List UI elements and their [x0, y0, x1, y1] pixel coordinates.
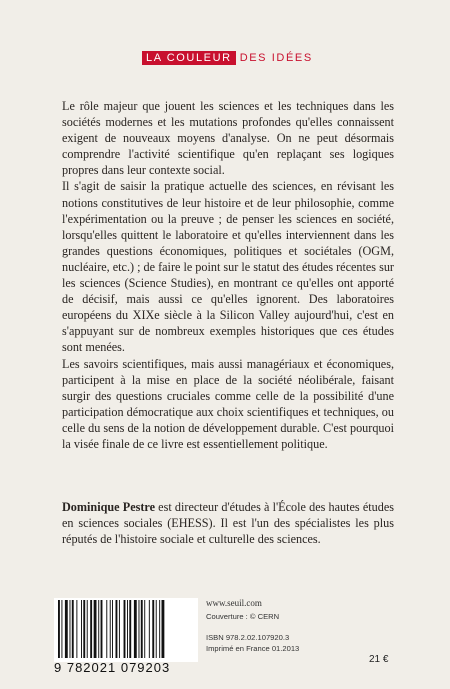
publisher-info — [206, 598, 299, 654]
print-info: Imprimé en France 01.2013 — [206, 644, 300, 653]
barcode-image — [54, 598, 198, 662]
barcode-bar — [159, 600, 160, 658]
barcode-bar — [101, 600, 103, 658]
barcode-bar — [127, 600, 128, 658]
barcode-bar — [112, 600, 113, 658]
barcode-bar — [87, 600, 88, 658]
barcode-bar — [141, 600, 143, 658]
barcode-bar — [61, 600, 62, 658]
barcode-bar — [119, 600, 120, 658]
blurb-paragraph-1: Le rôle majeur que jouent les sciences et les techniques dans les sociétés modernes et les mutations profondes qu'elles connaissent exigent de nouveaux moyens d'analyse. On ne peut désormais comprendre l'activité scientifique qu'en replaçant ses logiques propres dans leur contexte social. — [62, 99, 394, 178]
barcode-bar — [98, 600, 99, 658]
publisher-url[interactable]: www.seuil.com — [206, 598, 262, 608]
barcode-bar — [70, 600, 71, 658]
blurb-paragraph-3: Les savoirs scientifiques, mais aussi managériaux et économiques, participent à la mise en place de la société néolibérale, faisant surgir des questions cruciales comme celle de la possibilité d'une participation démocratique aux choix scientifiques et techniques, ou celle du sens de la notion de développement durable. C'est pourquoi la visée finale de ce livre est essentiellement politique. — [62, 356, 394, 451]
blurb — [62, 98, 394, 452]
barcode-bar — [81, 600, 82, 658]
barcode-bar — [129, 600, 131, 658]
barcode-bar — [83, 600, 85, 658]
series-banner — [142, 51, 313, 65]
series-highlight: LA COULEUR — [142, 51, 236, 65]
barcode-bar — [116, 600, 118, 658]
barcode-number: 9 782021 079203 — [54, 660, 171, 675]
barcode-bar — [58, 600, 60, 658]
barcode-bar — [106, 600, 107, 658]
author-bio — [62, 499, 394, 547]
barcode-bar — [72, 600, 74, 658]
author-name: Dominique Pestre — [62, 500, 155, 514]
barcode-bar — [76, 600, 77, 658]
barcode-bar — [90, 600, 92, 658]
barcode-bar — [152, 600, 154, 658]
blurb-paragraph-2: Il s'agit de saisir la pratique actuelle des sciences, en révisant les notions constitutives de leur histoire et de leur philosophie, comme l'expérimentation ou la preuve ; de penser les sciences en société, lorsqu'elles quittent le laboratoire et qu'elles interviennent dans les grandes questions économiques, politiques et sociétales (OGM, nucléaire, etc.) ; de faire le point sur le statut des études récentes sur les sciences (Science Studies), en montrant ce qu'elles ont apporté de décisif, mais aussi ce qu'elles ignorent. Des laboratoires européens du XIXe siècle à la Silicon Valley aujourd'hui, c'est en s'appuyant sur de nombreux exemples historiques que ces études sont menées. — [62, 179, 394, 355]
series-name: DES IDÉES — [239, 52, 313, 64]
isbn: ISBN 978.2.02.107920.3 — [206, 633, 290, 642]
price: 21 € — [369, 654, 389, 665]
barcode-bar — [124, 600, 126, 658]
barcode-bar — [156, 600, 157, 658]
barcode-bar — [110, 600, 111, 658]
barcode-bar — [144, 600, 145, 658]
barcode-bar — [162, 600, 165, 658]
barcode-bar — [139, 600, 140, 658]
barcode-bar — [134, 600, 137, 658]
cover-credit: Couverture : © CERN — [206, 612, 280, 621]
barcode-bar — [149, 600, 150, 658]
author-description: est directeur d'études à l'École des hautes études en sciences sociales (EHESS). Il est l'un des spécialistes les plus réputés de l'histoire sociale et culturelle des sciences. — [62, 500, 394, 547]
barcode-bar — [94, 600, 97, 658]
barcode-bar — [65, 600, 68, 658]
